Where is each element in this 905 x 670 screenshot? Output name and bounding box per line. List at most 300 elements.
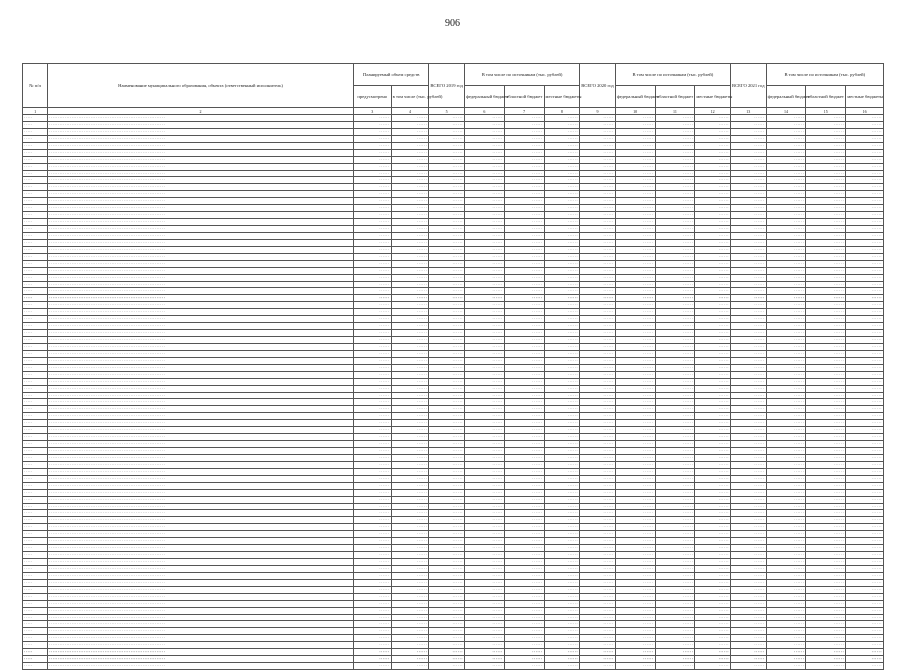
illegible-text: ······	[718, 531, 729, 537]
illegible-text: ······	[871, 545, 882, 551]
illegible-text: ······	[682, 343, 694, 349]
illegible-text: ······	[603, 475, 614, 481]
illegible-text: ······	[603, 135, 614, 141]
illegible-text: ······	[682, 330, 694, 336]
row-number-cell	[23, 552, 48, 559]
row-description-cell	[48, 302, 354, 309]
header-sub: в том числе (тыс. рублей)	[391, 86, 429, 108]
illegible-text: ······	[603, 413, 614, 419]
illegible-text: ······	[452, 579, 463, 585]
illegible-text: ······	[871, 461, 882, 467]
value-cell	[544, 364, 580, 371]
value-cell	[731, 524, 767, 531]
illegible-text: ······	[718, 295, 729, 301]
value-cell	[731, 198, 767, 205]
value-cell	[391, 420, 429, 427]
illegible-text: ······	[532, 413, 543, 419]
value-cell	[655, 572, 695, 579]
value-cell	[731, 475, 767, 482]
value-cell	[615, 614, 655, 621]
illegible-text: ······	[452, 364, 463, 370]
illegible-text: ······	[379, 378, 390, 384]
value-cell	[504, 163, 544, 170]
illegible-text: ·····	[24, 350, 33, 356]
value-cell	[464, 600, 504, 607]
illegible-text: ······	[754, 565, 765, 571]
illegible-text: ······	[603, 586, 614, 592]
illegible-text: ······	[718, 454, 729, 460]
illegible-text: ······	[532, 142, 543, 148]
illegible-text: ······	[567, 226, 579, 232]
illegible-text: ······	[754, 586, 765, 592]
illegible-text: ······	[379, 517, 390, 523]
value-cell	[731, 565, 767, 572]
row-number-cell	[23, 309, 48, 316]
value-cell	[544, 538, 580, 545]
value-cell	[544, 198, 580, 205]
table-row	[23, 343, 884, 350]
value-cell	[766, 378, 806, 385]
column-number: 7	[504, 108, 544, 115]
value-cell	[580, 253, 616, 260]
value-cell	[731, 628, 767, 635]
value-cell	[504, 288, 544, 295]
value-cell	[580, 295, 616, 302]
illegible-text: ······	[416, 607, 428, 613]
illegible-text: ·····	[24, 198, 33, 204]
illegible-text: ······	[793, 607, 805, 613]
value-cell	[464, 663, 504, 670]
illegible-text: ······	[532, 656, 543, 662]
value-cell	[544, 461, 580, 468]
illegible-text: ······	[718, 364, 729, 370]
value-cell	[806, 420, 846, 427]
illegible-text: ······	[379, 614, 390, 620]
illegible-text: ······	[492, 198, 503, 204]
value-cell	[655, 226, 695, 233]
value-cell	[846, 149, 884, 156]
value-cell	[806, 184, 846, 191]
illegible-text: ······	[492, 434, 503, 440]
row-number-cell	[23, 545, 48, 552]
illegible-text: ······	[682, 288, 694, 294]
value-cell	[766, 434, 806, 441]
value-cell	[655, 330, 695, 337]
value-cell	[846, 128, 884, 135]
value-cell	[353, 121, 391, 128]
illegible-text: ······	[492, 614, 503, 620]
value-cell	[846, 579, 884, 586]
value-cell	[391, 177, 429, 184]
column-number: 2	[48, 108, 354, 115]
table-row	[23, 545, 884, 552]
illegible-text: ···································································	[49, 454, 166, 460]
illegible-text: ······	[567, 434, 579, 440]
value-cell	[464, 226, 504, 233]
illegible-text: ······	[379, 559, 390, 565]
illegible-text: ···································································	[49, 337, 166, 343]
value-cell	[353, 274, 391, 281]
value-cell	[766, 441, 806, 448]
row-description-cell	[48, 420, 354, 427]
value-cell	[544, 503, 580, 510]
illegible-text: ······	[492, 121, 503, 127]
table-row	[23, 170, 884, 177]
illegible-text: ······	[793, 115, 805, 121]
value-cell	[655, 246, 695, 253]
value-cell	[353, 642, 391, 649]
illegible-text: ······	[452, 316, 463, 322]
illegible-text: ······	[682, 586, 694, 592]
illegible-text: ······	[492, 399, 503, 405]
illegible-text: ······	[643, 614, 654, 620]
illegible-text: ······	[492, 170, 503, 176]
illegible-text: ······	[871, 468, 882, 474]
illegible-text: ······	[793, 364, 805, 370]
value-cell	[580, 468, 616, 475]
value-cell	[353, 330, 391, 337]
illegible-text: ···································································	[49, 475, 166, 481]
value-cell	[353, 406, 391, 413]
value-cell	[544, 128, 580, 135]
row-description-cell	[48, 337, 354, 344]
illegible-text: ······	[833, 552, 845, 558]
value-cell	[429, 226, 465, 233]
illegible-text: ······	[793, 468, 805, 474]
illegible-text: ······	[492, 392, 503, 398]
illegible-text: ······	[754, 226, 765, 232]
illegible-text: ···································································	[49, 441, 166, 447]
illegible-text: ······	[603, 142, 614, 148]
value-cell	[695, 565, 731, 572]
illegible-text: ······	[416, 524, 428, 530]
row-description-cell	[48, 468, 354, 475]
illegible-text: ······	[379, 441, 390, 447]
value-cell	[615, 545, 655, 552]
illegible-text: ······	[754, 649, 765, 655]
value-cell	[580, 434, 616, 441]
value-cell	[655, 149, 695, 156]
illegible-text: ······	[603, 454, 614, 460]
value-cell	[544, 448, 580, 455]
value-cell	[544, 441, 580, 448]
illegible-text: ···································································	[49, 496, 166, 502]
value-cell	[766, 177, 806, 184]
illegible-text: ······	[492, 663, 503, 669]
value-cell	[731, 302, 767, 309]
value-cell	[391, 281, 429, 288]
value-cell	[846, 184, 884, 191]
illegible-text: ······	[718, 434, 729, 440]
illegible-text: ······	[871, 288, 882, 294]
illegible-text: ······	[532, 260, 543, 266]
illegible-text: ······	[682, 170, 694, 176]
value-cell	[504, 385, 544, 392]
illegible-text: ······	[643, 246, 654, 252]
value-cell	[504, 198, 544, 205]
illegible-text: ······	[793, 239, 805, 245]
illegible-text: ······	[532, 302, 543, 308]
illegible-text: ······	[754, 281, 765, 287]
illegible-text: ······	[754, 267, 765, 273]
value-cell	[464, 406, 504, 413]
illegible-text: ······	[452, 177, 463, 183]
value-cell	[615, 413, 655, 420]
illegible-text: ······	[682, 357, 694, 363]
value-cell	[391, 385, 429, 392]
value-cell	[731, 309, 767, 316]
value-cell	[429, 184, 465, 191]
value-cell	[655, 184, 695, 191]
illegible-text: ······	[567, 232, 579, 238]
value-cell	[544, 531, 580, 538]
table-row	[23, 212, 884, 219]
illegible-text: ······	[567, 441, 579, 447]
illegible-text: ······	[793, 205, 805, 211]
value-cell	[846, 385, 884, 392]
illegible-text: ······	[682, 572, 694, 578]
table-row	[23, 371, 884, 378]
value-cell	[846, 260, 884, 267]
value-cell	[731, 406, 767, 413]
value-cell	[806, 191, 846, 198]
value-cell	[504, 267, 544, 274]
value-cell	[766, 295, 806, 302]
value-cell	[391, 260, 429, 267]
illegible-text: ······	[379, 198, 390, 204]
illegible-text: ······	[718, 503, 729, 509]
value-cell	[655, 302, 695, 309]
value-cell	[504, 392, 544, 399]
value-cell	[353, 219, 391, 226]
value-cell	[806, 517, 846, 524]
illegible-text: ······	[416, 170, 428, 176]
value-cell	[806, 364, 846, 371]
illegible-text: ······	[492, 510, 503, 516]
illegible-text: ······	[718, 510, 729, 516]
value-cell	[544, 323, 580, 330]
illegible-text: ······	[754, 253, 765, 259]
illegible-text: ···································································	[49, 232, 166, 238]
value-cell	[544, 628, 580, 635]
row-number-cell	[23, 621, 48, 628]
value-cell	[504, 420, 544, 427]
illegible-text: ······	[416, 246, 428, 252]
value-cell	[391, 510, 429, 517]
value-cell	[806, 163, 846, 170]
illegible-text: ······	[452, 565, 463, 571]
value-cell	[504, 482, 544, 489]
illegible-text: ······	[833, 281, 845, 287]
illegible-text: ······	[532, 461, 543, 467]
value-cell	[846, 316, 884, 323]
value-cell	[580, 246, 616, 253]
value-cell	[615, 524, 655, 531]
value-cell	[544, 246, 580, 253]
illegible-text: ···································································	[49, 413, 166, 419]
illegible-text: ······	[871, 323, 882, 329]
value-cell	[353, 565, 391, 572]
value-cell	[504, 579, 544, 586]
header-total-2: ВСЕГО 2020 год	[580, 64, 616, 108]
value-cell	[731, 614, 767, 621]
value-cell	[353, 621, 391, 628]
value-cell	[655, 392, 695, 399]
illegible-text: ······	[416, 357, 428, 363]
illegible-text: ······	[754, 316, 765, 322]
value-cell	[766, 343, 806, 350]
value-cell	[846, 427, 884, 434]
value-cell	[806, 170, 846, 177]
illegible-text: ······	[793, 170, 805, 176]
illegible-text: ······	[833, 579, 845, 585]
illegible-text: ······	[416, 642, 428, 648]
column-number: 1	[23, 108, 48, 115]
value-cell	[655, 559, 695, 566]
illegible-text: ·····	[24, 246, 33, 252]
value-cell	[353, 649, 391, 656]
value-cell	[615, 246, 655, 253]
illegible-text: ······	[718, 496, 729, 502]
row-description-cell	[48, 378, 354, 385]
value-cell	[544, 135, 580, 142]
illegible-text: ······	[643, 559, 654, 565]
illegible-text: ······	[871, 267, 882, 273]
illegible-text: ······	[452, 399, 463, 405]
value-cell	[391, 413, 429, 420]
value-cell	[429, 656, 465, 663]
value-cell	[655, 316, 695, 323]
illegible-text: ······	[379, 503, 390, 509]
illegible-text: ······	[603, 517, 614, 523]
illegible-text: ······	[567, 496, 579, 502]
illegible-text: ······	[492, 538, 503, 544]
value-cell	[544, 115, 580, 122]
value-cell	[391, 337, 429, 344]
illegible-text: ···································································	[49, 552, 166, 558]
illegible-text: ·····	[24, 538, 33, 544]
value-cell	[391, 531, 429, 538]
illegible-text: ······	[379, 156, 390, 162]
value-cell	[846, 399, 884, 406]
illegible-text: ······	[718, 427, 729, 433]
illegible-text: ······	[833, 350, 845, 356]
value-cell	[695, 496, 731, 503]
value-cell	[806, 628, 846, 635]
value-cell	[464, 371, 504, 378]
value-cell	[695, 503, 731, 510]
value-cell	[391, 475, 429, 482]
illegible-text: ·····	[24, 170, 33, 176]
illegible-text: ······	[379, 163, 390, 169]
illegible-text: ······	[532, 267, 543, 273]
value-cell	[615, 239, 655, 246]
illegible-text: ······	[643, 503, 654, 509]
value-cell	[766, 635, 806, 642]
illegible-text: ······	[871, 316, 882, 322]
row-number-cell	[23, 323, 48, 330]
row-description-cell	[48, 593, 354, 600]
row-number-cell	[23, 170, 48, 177]
illegible-text: ······	[682, 184, 694, 190]
value-cell	[846, 191, 884, 198]
row-description-cell	[48, 309, 354, 316]
value-cell	[766, 406, 806, 413]
table-row	[23, 607, 884, 614]
illegible-text: ······	[492, 156, 503, 162]
value-cell	[655, 350, 695, 357]
value-cell	[615, 184, 655, 191]
row-description-cell	[48, 295, 354, 302]
row-number-cell	[23, 128, 48, 135]
value-cell	[353, 128, 391, 135]
illegible-text: ······	[833, 420, 845, 426]
illegible-text: ······	[833, 565, 845, 571]
value-cell	[695, 128, 731, 135]
illegible-text: ······	[532, 128, 543, 134]
row-description-cell	[48, 281, 354, 288]
column-number: 3	[353, 108, 391, 115]
row-number-cell	[23, 232, 48, 239]
value-cell	[806, 614, 846, 621]
value-cell	[429, 517, 465, 524]
illegible-text: ······	[379, 406, 390, 412]
illegible-text: ·····	[24, 579, 33, 585]
illegible-text: ······	[567, 191, 579, 197]
row-description-cell	[48, 482, 354, 489]
illegible-text: ······	[532, 121, 543, 127]
value-cell	[695, 239, 731, 246]
illegible-text: ······	[567, 260, 579, 266]
value-cell	[504, 135, 544, 142]
illegible-text: ······	[452, 406, 463, 412]
value-cell	[464, 545, 504, 552]
illegible-text: ······	[416, 399, 428, 405]
illegible-text: ·····	[24, 288, 33, 294]
value-cell	[731, 239, 767, 246]
row-description-cell	[48, 149, 354, 156]
value-cell	[580, 559, 616, 566]
illegible-text: ·····	[24, 565, 33, 571]
illegible-text: ······	[833, 434, 845, 440]
illegible-text: ······	[532, 517, 543, 523]
illegible-text: ······	[833, 607, 845, 613]
illegible-text: ······	[871, 115, 882, 121]
illegible-text: ······	[532, 337, 543, 343]
illegible-text: ······	[416, 323, 428, 329]
table-row	[23, 350, 884, 357]
row-number-cell	[23, 656, 48, 663]
row-description-cell	[48, 517, 354, 524]
illegible-text: ······	[754, 656, 765, 662]
table-row	[23, 468, 884, 475]
illegible-text: ······	[492, 468, 503, 474]
illegible-text: ·····	[24, 121, 33, 127]
illegible-text: ······	[754, 371, 765, 377]
value-cell	[731, 191, 767, 198]
illegible-text: ···································································	[49, 226, 166, 232]
value-cell	[846, 586, 884, 593]
illegible-text: ······	[833, 260, 845, 266]
row-number-cell	[23, 441, 48, 448]
value-cell	[655, 621, 695, 628]
illegible-text: ······	[871, 552, 882, 558]
illegible-text: ······	[452, 510, 463, 516]
value-cell	[391, 427, 429, 434]
illegible-text: ······	[682, 177, 694, 183]
illegible-text: ·····	[24, 316, 33, 322]
illegible-text: ······	[643, 448, 654, 454]
